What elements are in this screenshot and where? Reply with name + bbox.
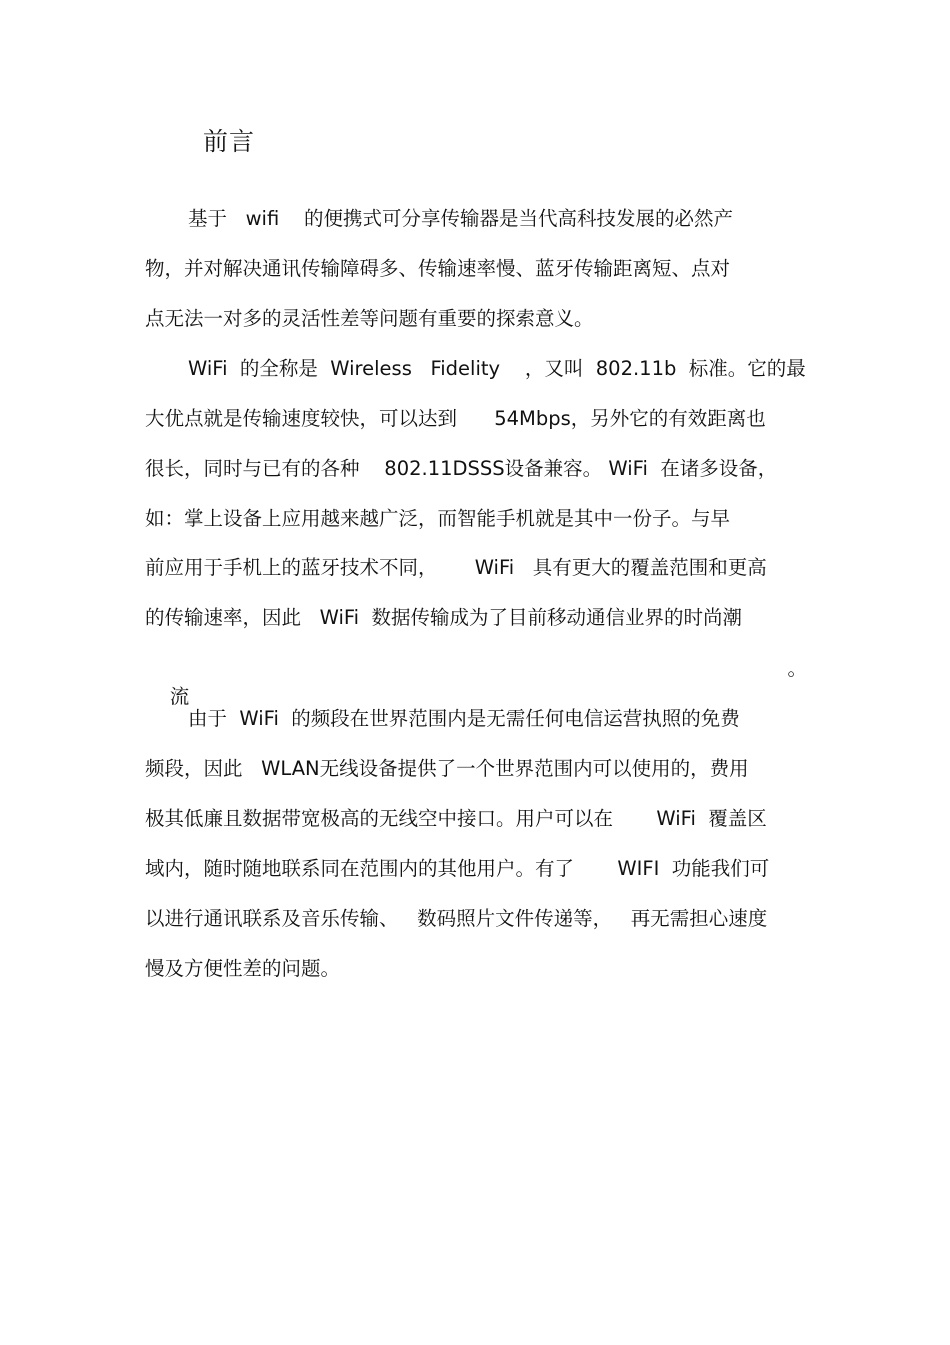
paragraph-1-line-1: 基于 wifi 的便携式可分享传输器是当代高科技发展的必然产 <box>188 207 734 230</box>
paragraph-3-line-1: 由于 WiFi 的频段在世界范围内是无需任何电信运营执照的免费 <box>188 707 740 730</box>
paragraph-3-line-4: 域内，随时随地联系同在范围内的其他用户。有了 WIFI 功能我们可 <box>145 857 770 880</box>
paragraph-3-line-2: 频段，因此 WLAN无线设备提供了一个世界范围内可以使用的，费用 <box>145 757 749 780</box>
paragraph-2-tail-start: 流 <box>169 685 190 708</box>
paragraph-2-line-4: 如：掌上设备上应用越来越广泛，而智能手机就是其中一份子。与早 <box>145 507 731 530</box>
paragraph-2-tail-end: 。 <box>787 657 807 680</box>
paragraph-3-line-5: 以进行通讯联系及音乐传输、 数码照片文件传递等， 再无需担心速度 <box>145 907 768 930</box>
paragraph-1-line-2: 物，并对解决通讯传输障碍多、传输速率慢、蓝牙传输距离短、点对 <box>145 257 731 280</box>
paragraph-2-line-2: 大优点就是传输速度较快，可以达到 54Mbps，另外它的有效距离也 <box>145 407 766 430</box>
paragraph-3-line-3: 极其低廉且数据带宽极高的无线空中接口。用户可以在 WiFi 覆盖区 <box>145 807 767 830</box>
paragraph-2-line-6: 的传输速率，因此 WiFi 数据传输成为了目前移动通信业界的时尚潮 <box>145 606 742 629</box>
page-title: 前言 <box>203 127 256 156</box>
paragraph-3-line-6: 慢及方便性差的问题。 <box>145 957 341 980</box>
paragraph-2-line-1: WiFi 的全称是 Wireless Fidelity ，又叫 802.11b 标准。它的最 <box>188 357 806 380</box>
paragraph-2-line-3: 很长，同时与已有的各种 802.11DSSS设备兼容。 WiFi 在诸多设备， <box>145 457 778 480</box>
paragraph-2-line-5: 前应用于手机上的蓝牙技术不同， WiFi 具有更大的覆盖范围和更高 <box>145 556 767 579</box>
paragraph-1-line-3: 点无法一对多的灵活性差等问题有重要的探索意义。 <box>145 307 594 330</box>
